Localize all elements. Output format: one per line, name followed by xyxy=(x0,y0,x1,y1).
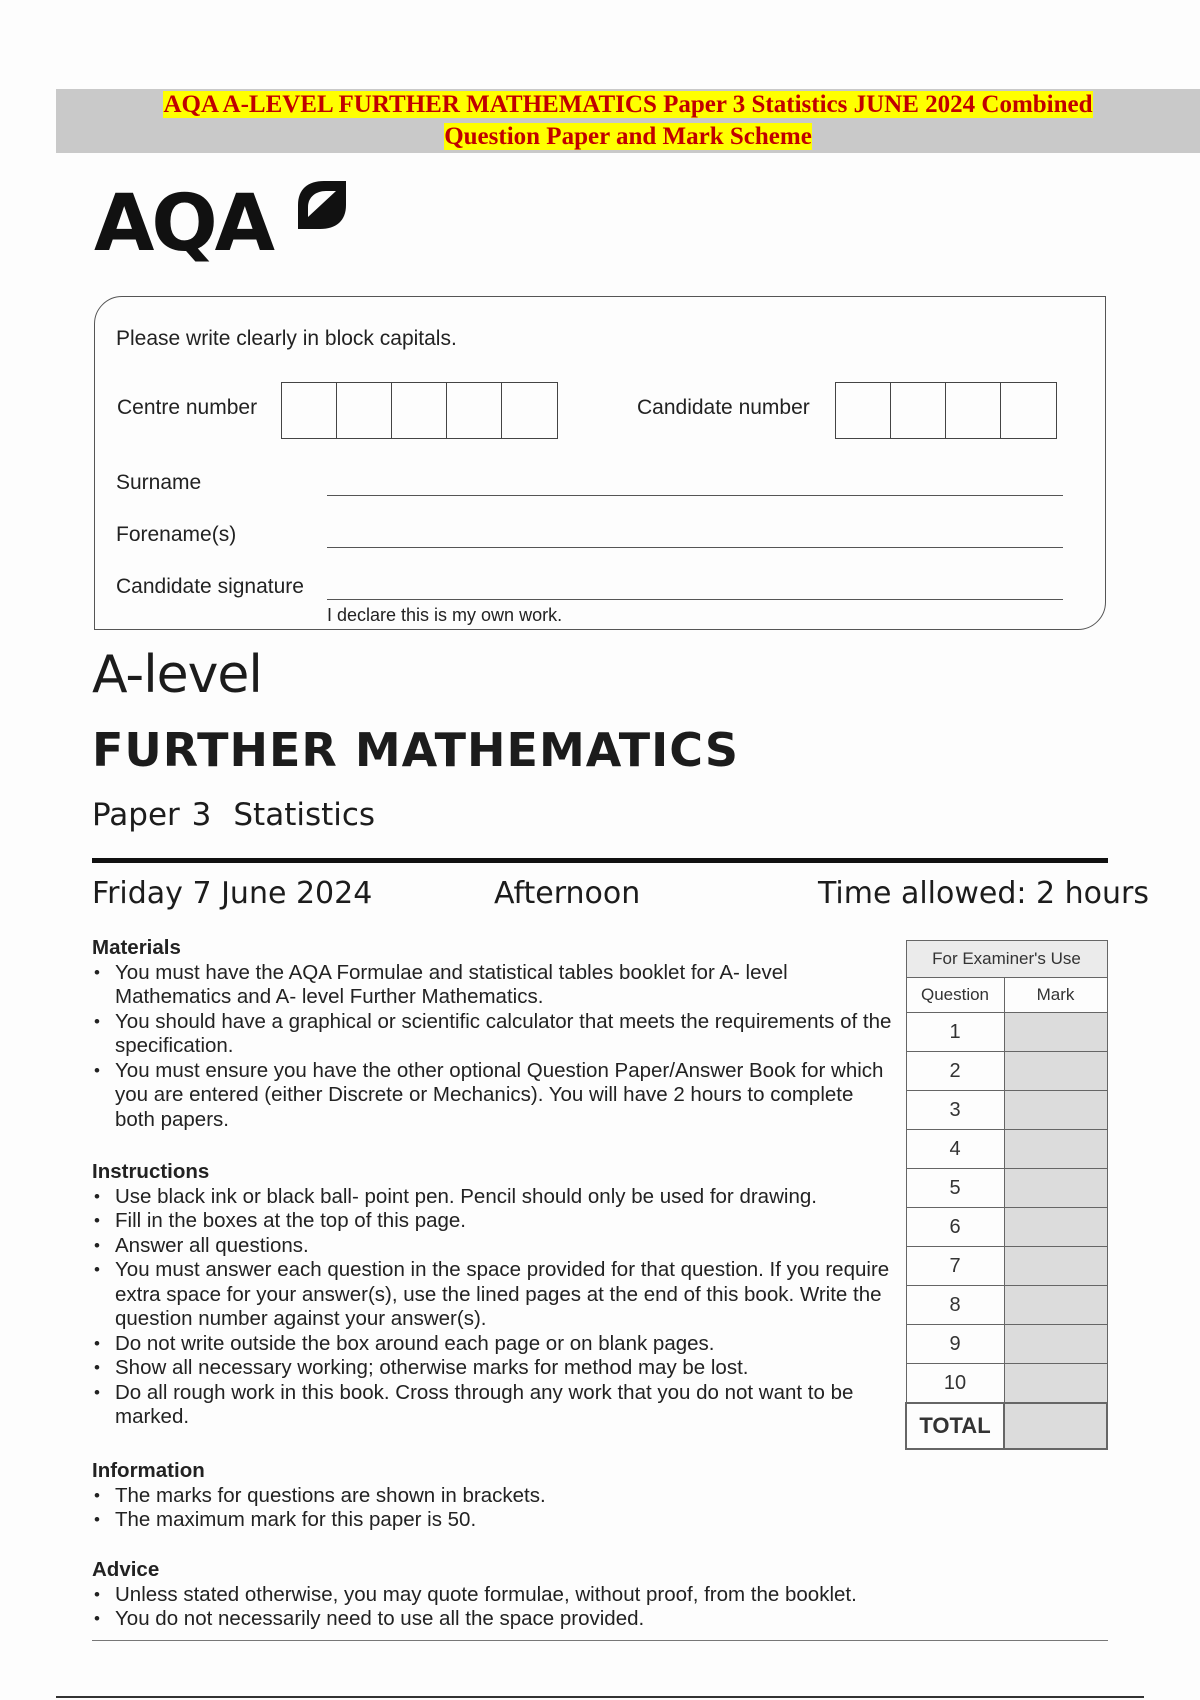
block-capitals-instruction: Please write clearly in block capitals. xyxy=(116,327,457,350)
document-banner xyxy=(56,89,1200,153)
total-mark-cell xyxy=(1004,1403,1107,1449)
instructions-item: • Do not write outside the box around each page or on blank pages. xyxy=(92,1332,892,1357)
exam-date: Friday 7 June 2024 xyxy=(92,876,373,911)
question-number: 3 xyxy=(906,1091,1004,1130)
mark-column-header: Mark xyxy=(1004,978,1107,1013)
materials-item: • You should have a graphical or scientific calculator that meets the requirements of the specification. xyxy=(92,1010,892,1059)
mark-cell xyxy=(1004,1325,1107,1364)
materials-item: • You must have the AQA Formulae and statistical tables booklet for A- level Mathematics and A- level Further Mathematics. xyxy=(92,961,892,1010)
instructions-item: • Answer all questions. xyxy=(92,1234,892,1259)
total-label: TOTAL xyxy=(906,1403,1004,1449)
instructions-heading: Instructions xyxy=(92,1160,210,1183)
declaration-text: I declare this is my own work. xyxy=(327,605,563,625)
mark-cell xyxy=(1004,1208,1107,1247)
paper-component: Statistics xyxy=(233,797,376,833)
question-number: 2 xyxy=(906,1052,1004,1091)
mark-cell xyxy=(1004,1130,1107,1169)
advice-heading: Advice xyxy=(92,1558,160,1581)
mark-cell xyxy=(1004,1052,1107,1091)
aqa-logo xyxy=(94,172,354,272)
aqa-swoosh-icon xyxy=(294,177,350,233)
mark-cell xyxy=(1004,1091,1107,1130)
materials-section xyxy=(92,936,892,1132)
footer-divider xyxy=(92,1640,1108,1641)
information-section xyxy=(92,1459,892,1533)
page-bottom-rule xyxy=(56,1696,1144,1698)
information-item: • The maximum mark for this paper is 50. xyxy=(92,1508,892,1533)
question-number: 10 xyxy=(906,1364,1004,1404)
instructions-item: • You must answer each question in the space provided for that question. If you require extra space for your answer(s), use the lined pages at the end of this book. Write the question number against your answer(s). xyxy=(92,1258,892,1332)
examiner-use-table xyxy=(905,940,1108,1450)
mark-cell xyxy=(1004,1286,1107,1325)
candidate-number-boxes[interactable] xyxy=(835,382,1057,439)
materials-heading: Materials xyxy=(92,936,181,959)
candidate-details-box xyxy=(94,296,1106,630)
mark-cell xyxy=(1004,1013,1107,1052)
mark-cell xyxy=(1004,1364,1107,1404)
banner-line-1: AQA A-LEVEL FURTHER MATHEMATICS Paper 3 Statistics JUNE 2024 Combined xyxy=(163,91,1093,118)
subject-title: FURTHER MATHEMATICS xyxy=(92,723,740,777)
forenames-label: Forename(s) xyxy=(116,523,237,546)
materials-item: • You must ensure you have the other optional Question Paper/Answer Book for which you are entered (either Discrete or Mechanics). You will have 2 hours to complete both papers. xyxy=(92,1059,892,1133)
instructions-item: • Show all necessary working; otherwise marks for method may be lost. xyxy=(92,1356,892,1381)
advice-section xyxy=(92,1558,952,1632)
question-number: 6 xyxy=(906,1208,1004,1247)
advice-item: • You do not necessarily need to use all the space provided. xyxy=(92,1607,952,1632)
information-heading: Information xyxy=(92,1459,205,1482)
time-allowed: Time allowed: 2 hours xyxy=(818,876,1150,911)
paper-title xyxy=(92,797,375,833)
instructions-item: • Do all rough work in this book. Cross through any work that you do not want to be marked. xyxy=(92,1381,892,1430)
qualification-level: A-level xyxy=(92,645,262,705)
surname-label: Surname xyxy=(116,471,202,494)
advice-item: • Unless stated otherwise, you may quote formulae, without proof, from the booklet. xyxy=(92,1583,952,1608)
question-number: 7 xyxy=(906,1247,1004,1286)
mark-cell xyxy=(1004,1247,1107,1286)
logo-text: AQA xyxy=(94,179,273,269)
instructions-item: • Use black ink or black ball- point pen. Pencil should only be used for drawing. xyxy=(92,1185,892,1210)
mark-cell xyxy=(1004,1169,1107,1208)
exam-session: Afternoon xyxy=(494,876,641,911)
signature-field[interactable] xyxy=(327,599,1063,600)
instructions-section xyxy=(92,1160,892,1430)
candidate-number-label: Candidate number xyxy=(637,396,810,419)
forenames-field[interactable] xyxy=(327,547,1063,548)
question-number: 8 xyxy=(906,1286,1004,1325)
centre-number-boxes[interactable] xyxy=(281,382,558,439)
signature-label: Candidate signature xyxy=(116,575,304,598)
instructions-item: • Fill in the boxes at the top of this page. xyxy=(92,1209,892,1234)
surname-field[interactable] xyxy=(327,495,1063,496)
question-number: 1 xyxy=(906,1013,1004,1052)
question-number: 4 xyxy=(906,1130,1004,1169)
banner-line-2: Question Paper and Mark Scheme xyxy=(444,123,812,150)
paper-number: Paper 3 xyxy=(92,797,212,833)
question-number: 9 xyxy=(906,1325,1004,1364)
question-number: 5 xyxy=(906,1169,1004,1208)
information-item: • The marks for questions are shown in brackets. xyxy=(92,1484,892,1509)
question-column-header: Question xyxy=(906,978,1004,1013)
examiner-table-title: For Examiner's Use xyxy=(906,941,1107,978)
title-divider xyxy=(92,858,1108,863)
centre-number-label: Centre number xyxy=(117,396,258,419)
